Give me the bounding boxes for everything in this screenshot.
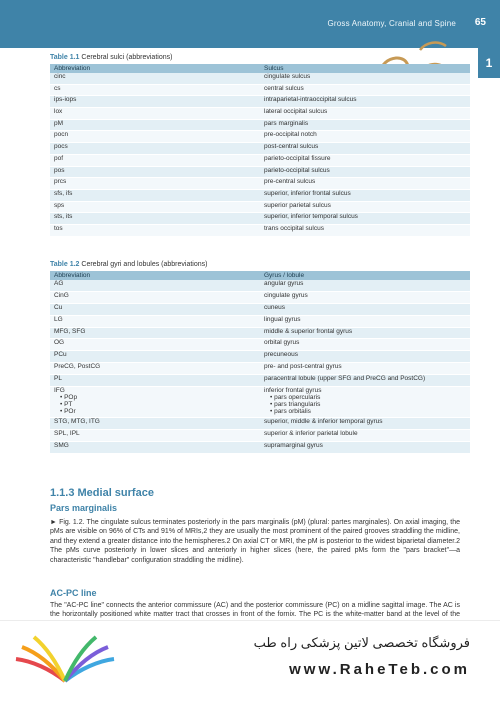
store-footer: [0, 620, 500, 701]
table-row: [50, 213, 470, 225]
paragraph-pars-marginalis: ► Fig. 1.2. The cingulate sulcus terminates posteriorly in the pars marginalis (pM) (plural: partes marginales). On axial imaging, the pMs are visible on 96% of CTs and 91% of MRIs,2 they are usually the most prominent of the paired grooves straddling the midline, and they extend a greater distance into the hemispheres.2 On axial CT or MRI, the pM is posterior to the widest biparietal diameter.2 The pMs curve posteriorly in lower slices and anteriorly in higher slices (here, the paired pMs form the "pars bracket"—a characteristic "handlebar" configuration straddling the midline).: [50, 519, 460, 564]
name-cell: parieto-occipital fissure: [260, 154, 470, 166]
abbreviation-cell: PreCG, PostCG: [50, 363, 260, 375]
name-cell: parieto-occipital sulcus: [260, 166, 470, 178]
running-title: Gross Anatomy, Cranial and Spine: [327, 19, 456, 28]
name-cell: central sulcus: [260, 84, 470, 96]
table2-caption: [50, 261, 470, 268]
table-row: [50, 189, 470, 201]
abbreviation-cell: cs: [50, 84, 260, 96]
ifg-name-cell-item: • pars opercularis: [270, 394, 321, 402]
table1-caption: [50, 54, 470, 61]
table-row: [50, 375, 470, 387]
abbreviation-cell: STG, MTG, ITG: [50, 418, 260, 430]
section-heading: 1.1.3 Medial surface: [50, 487, 154, 499]
abbreviation-cell: sts, its: [50, 213, 260, 225]
table1-header-abbreviation: Abbreviation: [50, 64, 260, 73]
ifg-abbreviation-cell-item: • POp: [60, 394, 78, 402]
abbreviation-cell: pM: [50, 119, 260, 131]
name-cell: trans occipital sulcus: [260, 224, 470, 236]
name-cell: supramarginal gyrus: [260, 441, 470, 453]
table-row: [50, 84, 470, 96]
ifg-name-cell: [260, 387, 470, 418]
ifg-name-cell-title: inferior frontal gyrus: [264, 387, 322, 395]
name-cell: lateral occipital sulcus: [260, 108, 470, 120]
table-row: [50, 201, 470, 213]
store-url-link[interactable]: www.RaheTeb.com: [289, 661, 470, 678]
subheading-ac-pc-line: AC-PC line: [50, 588, 97, 598]
name-cell: superior, middle & inferior temporal gyrus: [260, 418, 470, 430]
ifg-abbreviation-cell-item: • POr: [60, 408, 76, 416]
abbreviation-cell: pos: [50, 166, 260, 178]
table-row: [50, 119, 470, 131]
ifg-abbreviation-cell-title: IFG: [54, 387, 65, 395]
table-row: [50, 178, 470, 190]
table-row: [50, 108, 470, 120]
table-row: [50, 429, 470, 441]
name-cell: superior parietal sulcus: [260, 201, 470, 213]
table-row: [50, 315, 470, 327]
table2-title: Cerebral gyri and lobules (abbreviations): [81, 261, 208, 268]
name-cell: lingual gyrus: [260, 315, 470, 327]
table1-label: Table 1.1: [50, 54, 80, 61]
ifg-name-cell-item: • pars orbitalis: [270, 408, 311, 416]
table-row: [50, 131, 470, 143]
abbreviation-cell: sps: [50, 201, 260, 213]
table1-header-sulcus: Sulcus: [260, 64, 470, 73]
name-cell: orbital gyrus: [260, 339, 470, 351]
name-cell: intraparietal-intraoccipital sulcus: [260, 96, 470, 108]
abbreviation-cell: AG: [50, 280, 260, 291]
name-cell: middle & superior frontal gyrus: [260, 327, 470, 339]
abbreviation-cell: MFG, SFG: [50, 327, 260, 339]
page-number: 65: [474, 17, 486, 28]
name-cell: pre-occipital notch: [260, 131, 470, 143]
abbreviation-cell: CinG: [50, 291, 260, 303]
ifg-name-cell-item: • pars triangularis: [270, 401, 321, 409]
abbreviation-cell: sfs, ifs: [50, 189, 260, 201]
table-row: [50, 418, 470, 430]
abbreviation-cell: SPL, IPL: [50, 429, 260, 441]
name-cell: cingulate sulcus: [260, 73, 470, 84]
table2-body: [50, 280, 470, 453]
name-cell: superior, inferior temporal sulcus: [260, 213, 470, 225]
name-cell: cingulate gyrus: [260, 291, 470, 303]
paragraph-ac-pc-line: The "AC-PC line" connects the anterior commissure (AC) and the posterior commissure (PC) on a midline sagittal image. The AC is the horizontally positioned white matter tract that crosses in front of the fornix. The PC is the white-matter band at the level of the: [50, 602, 460, 619]
table-row: [50, 280, 470, 291]
abbreviation-cell: Cu: [50, 303, 260, 315]
name-cell: pars marginalis: [260, 119, 470, 131]
table-cerebral-gyri: [50, 271, 470, 454]
name-cell: superior, inferior frontal sulcus: [260, 189, 470, 201]
name-cell: post-central sulcus: [260, 143, 470, 155]
abbreviation-cell: LG: [50, 315, 260, 327]
name-cell: cuneus: [260, 303, 470, 315]
table-row: [50, 339, 470, 351]
abbreviation-cell: pof: [50, 154, 260, 166]
chapter-tab: 1: [478, 48, 500, 78]
table-row: [50, 96, 470, 108]
table-row: [50, 291, 470, 303]
table1-body: [50, 73, 470, 236]
name-cell: angular gyrus: [260, 280, 470, 291]
abbreviation-cell: SMG: [50, 441, 260, 453]
table2-header-abbreviation: Abbreviation: [50, 271, 260, 280]
table2-label: Table 1.2: [50, 261, 80, 268]
table-row: [50, 303, 470, 315]
table-row-ifg: [50, 387, 470, 418]
abbreviation-cell: OG: [50, 339, 260, 351]
name-cell: pre- and post-central gyrus: [260, 363, 470, 375]
table-row: [50, 73, 470, 84]
table-row: [50, 441, 470, 453]
abbreviation-cell: pocn: [50, 131, 260, 143]
abbreviation-cell: lox: [50, 108, 260, 120]
abbreviation-cell: PCu: [50, 351, 260, 363]
abbreviation-cell: tos: [50, 224, 260, 236]
name-cell: precuneous: [260, 351, 470, 363]
table-row: [50, 327, 470, 339]
abbreviation-cell: prcs: [50, 178, 260, 190]
table1-title: Cerebral sulci (abbreviations): [81, 54, 173, 61]
table-cerebral-sulci: [50, 64, 470, 237]
name-cell: superior & inferior parietal lobule: [260, 429, 470, 441]
table-row: [50, 224, 470, 236]
name-cell: pre-central sulcus: [260, 178, 470, 190]
ifg-abbreviation-cell: [50, 387, 260, 418]
table-row: [50, 143, 470, 155]
table-row: [50, 351, 470, 363]
abbreviation-cell: cinc: [50, 73, 260, 84]
open-book-icon: [10, 631, 120, 691]
store-name: فروشگاه تخصصی لاتین پزشکی راه طب: [253, 635, 470, 650]
table2-header-gyrus: Gyrus / lobule: [260, 271, 470, 280]
subheading-pars-marginalis: Pars marginalis: [50, 503, 118, 513]
name-cell: paracentral lobule (upper SFG and PreCG and PostCG): [260, 375, 470, 387]
abbreviation-cell: ips-iops: [50, 96, 260, 108]
ifg-abbreviation-cell-item: • PT: [60, 401, 73, 409]
table-row: [50, 363, 470, 375]
abbreviation-cell: PL: [50, 375, 260, 387]
abbreviation-cell: pocs: [50, 143, 260, 155]
table-row: [50, 166, 470, 178]
table-row: [50, 154, 470, 166]
